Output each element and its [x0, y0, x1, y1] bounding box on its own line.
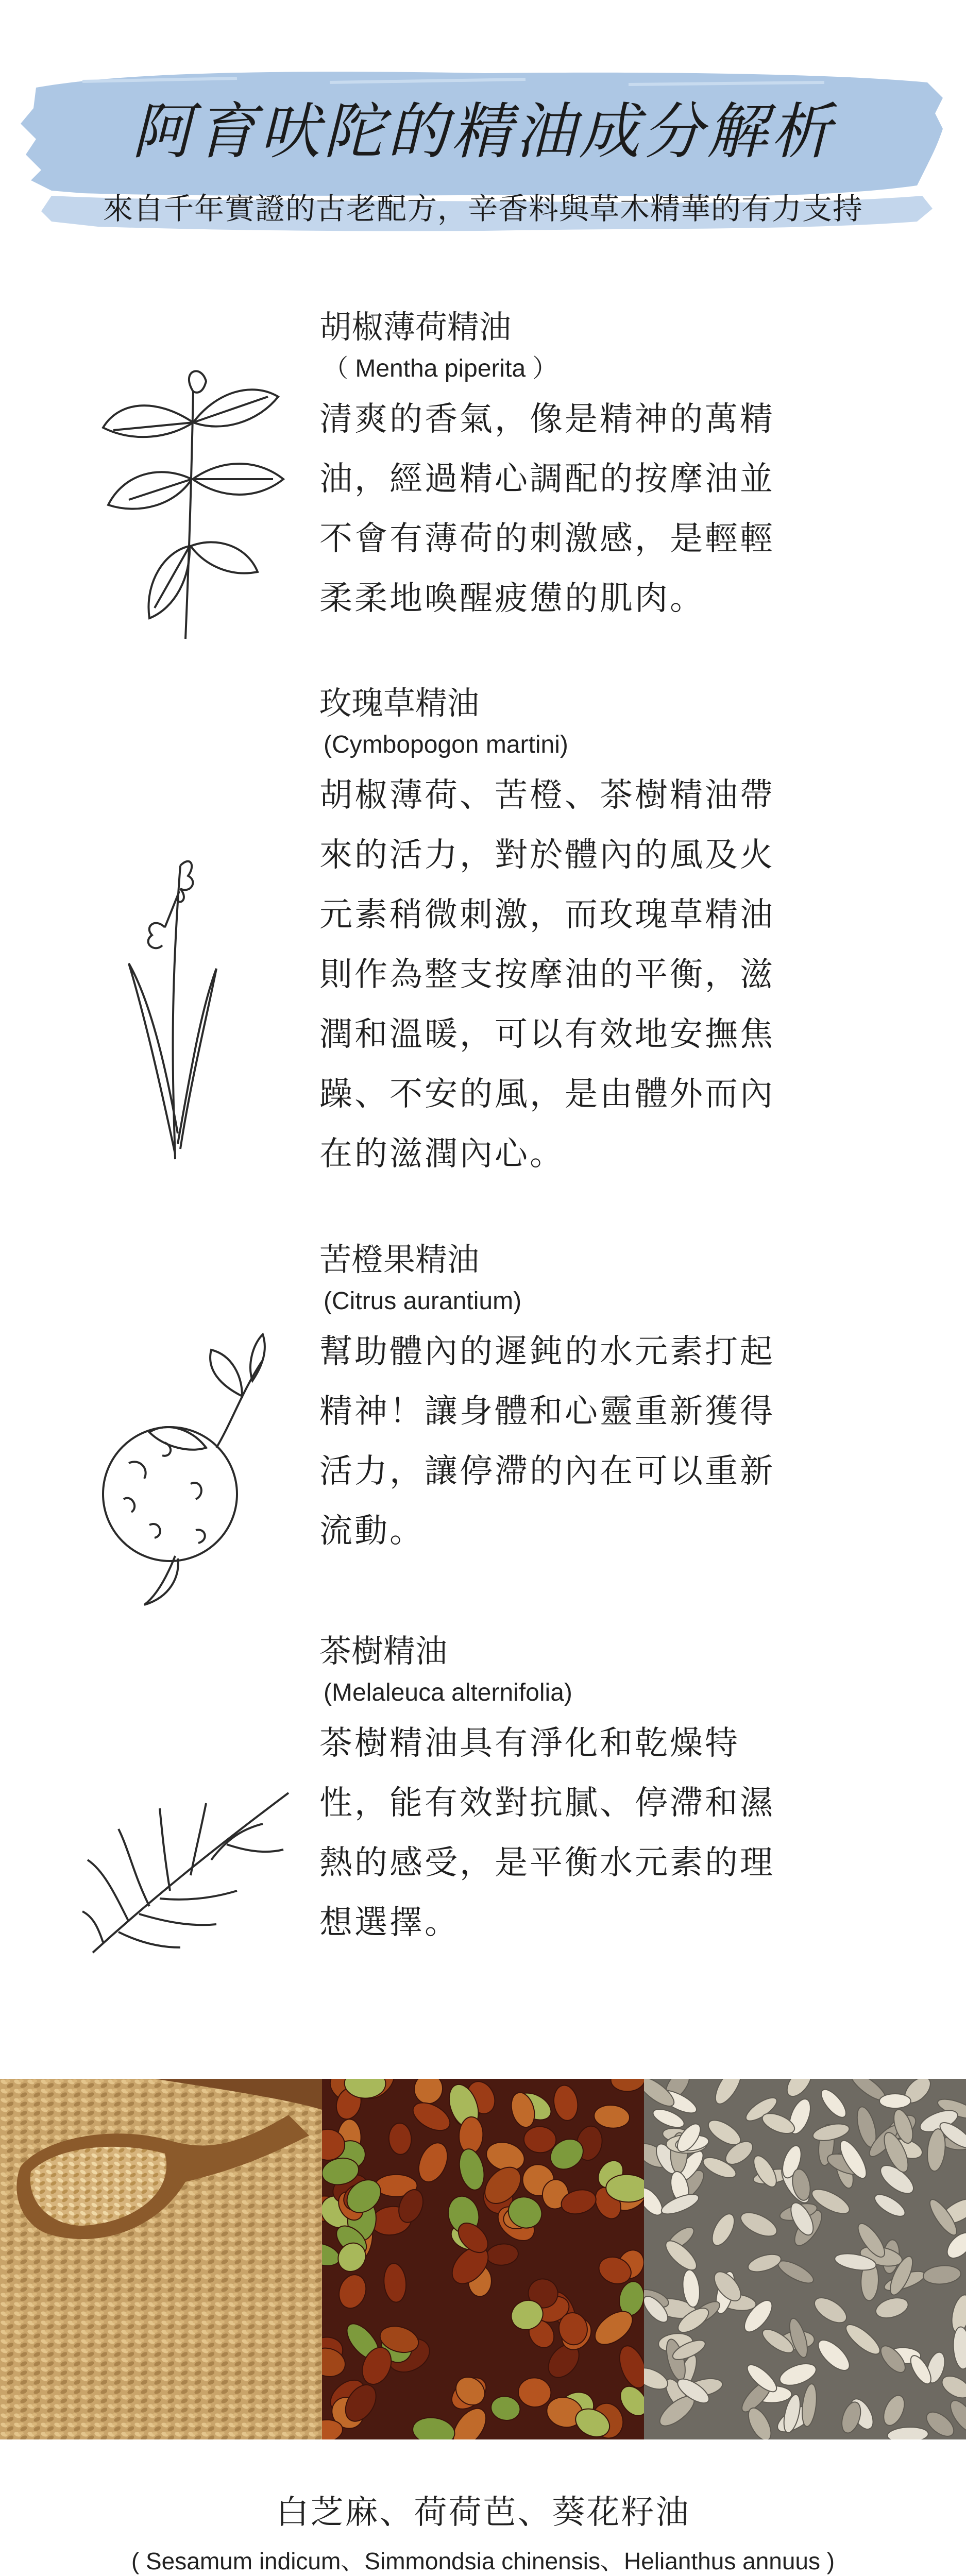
oil-description — [319, 389, 866, 629]
desc-line: 流動。 — [319, 1512, 425, 1550]
jojoba-beans-photo — [322, 2079, 644, 2439]
desc-line: 想選擇。 — [319, 1904, 460, 1942]
desc-line: 油，經過精心調配的按摩油並 — [319, 460, 775, 498]
palmarosa-grass-icon — [113, 845, 237, 1164]
sesame-seeds-photo — [0, 2079, 322, 2439]
base-oils-latin-names: ( Sesamum indicum、Simmondsia chinensis、Helianthus annuus ) — [131, 2548, 835, 2574]
mint-leaf-icon — [82, 361, 294, 649]
oil-description — [319, 1322, 866, 1561]
desc-line: 胡椒薄荷、苦橙、茶樹精油帶 — [319, 776, 775, 815]
oil-latin-name: (Citrus aurantium) — [324, 1287, 522, 1315]
oil-latin-name: (Cymbopogon martini) — [324, 731, 568, 758]
oil-name: 胡椒薄荷精油 — [319, 308, 512, 346]
sunflower-seed — [879, 2094, 911, 2108]
desc-line: 茶樹精油具有淨化和乾燥特 — [319, 1724, 740, 1762]
desc-line: 來的活力，對於體內的風及火 — [319, 836, 775, 874]
header — [0, 0, 966, 258]
desc-line: 精神！讓身體和心靈重新獲得 — [319, 1393, 775, 1431]
desc-line: 潤和溫暖，可以有效地安撫焦 — [319, 1015, 775, 1054]
oil-description — [319, 1714, 866, 1953]
oil-name: 茶樹精油 — [319, 1632, 448, 1670]
oil-card-peppermint — [319, 304, 866, 629]
oil-latin-name: （ Mentha piperita ） — [324, 355, 557, 382]
desc-line: 幫助體內的遲鈍的水元素打起 — [319, 1333, 775, 1371]
sunflower-seeds-photo — [644, 2079, 966, 2439]
bitter-orange-icon — [88, 1329, 273, 1607]
desc-line: 不會有薄荷的刺激感，是輕輕 — [319, 520, 775, 558]
desc-line: 柔柔地喚醒疲憊的肌肉。 — [319, 580, 705, 618]
desc-line: 元素稍微刺激，而玫瑰草精油 — [319, 896, 775, 934]
tea-tree-branch-icon — [72, 1772, 299, 1968]
oil-latin-name: (Melaleuca alternifolia) — [324, 1679, 572, 1706]
desc-line: 在的滋潤內心。 — [319, 1135, 565, 1173]
desc-line: 熱的感受，是平衡水元素的理 — [319, 1844, 775, 1882]
desc-line: 清爽的香氣，像是精神的萬精 — [319, 400, 775, 438]
oil-card-bitter-orange — [319, 1236, 866, 1561]
oil-description — [319, 766, 866, 1184]
oil-name: 玫瑰草精油 — [319, 684, 480, 722]
desc-line: 躁、不安的風，是由體外而內 — [319, 1075, 775, 1113]
base-oils-name: 白芝麻、荷荷芭、葵花籽油 — [276, 2494, 690, 2532]
page-title: 阿育吠陀的精油成分解析 — [131, 96, 835, 167]
oil-card-tea-tree — [319, 1628, 866, 1953]
oil-card-palmarosa — [319, 680, 866, 1184]
page-subtitle: 來自千年實證的古老配方，辛香料與草木精華的有力支持 — [103, 191, 863, 226]
desc-line: 性，能有效對抗膩、停滯和濕 — [319, 1784, 775, 1822]
desc-line: 活力，讓停滯的內在可以重新 — [319, 1452, 775, 1490]
desc-line: 則作為整支按摩油的平衡，滋 — [319, 956, 775, 994]
base-oil-photo-row — [0, 2079, 966, 2439]
oil-name: 苦橙果精油 — [319, 1241, 480, 1278]
